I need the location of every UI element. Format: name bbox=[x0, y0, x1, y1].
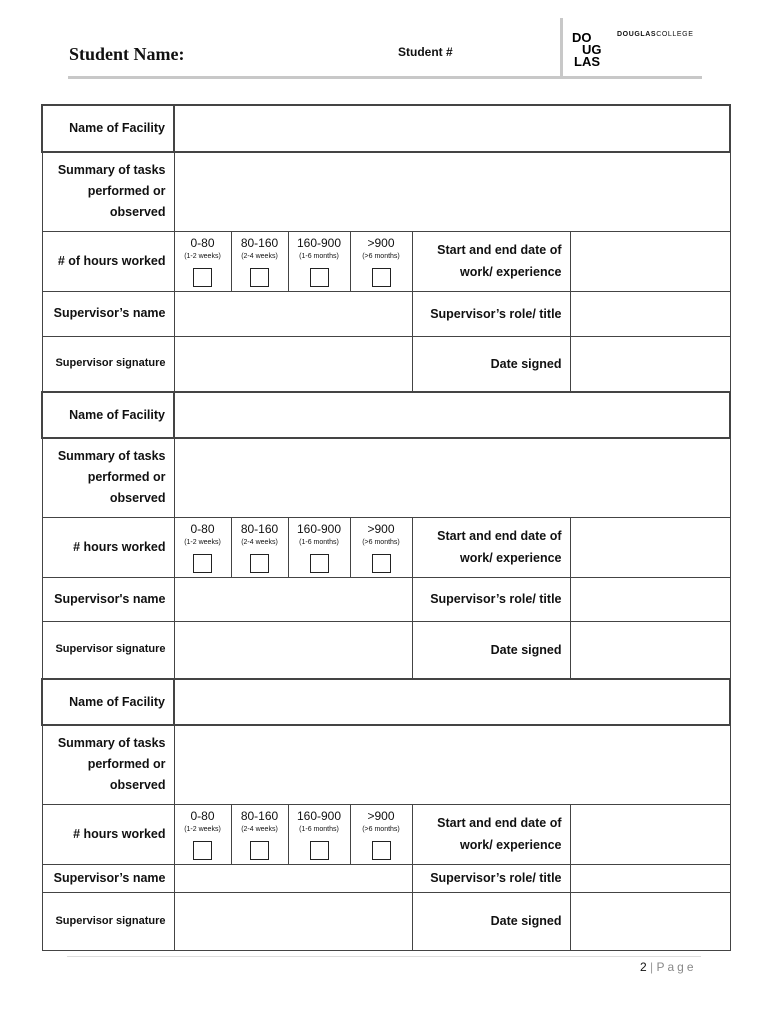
supervisor-role-input[interactable] bbox=[570, 577, 730, 621]
supervisor-signature-label: Supervisor signature bbox=[42, 892, 174, 950]
hours-checkbox[interactable] bbox=[310, 554, 329, 573]
supervisor-role-label: Supervisor’s role/ title bbox=[412, 291, 570, 336]
hours-option bbox=[350, 231, 412, 291]
hours-duration: (2-4 weeks) bbox=[241, 252, 278, 260]
hours-option bbox=[231, 517, 288, 577]
hours-duration: (1-6 months) bbox=[299, 825, 339, 833]
summary-row bbox=[42, 152, 730, 231]
student-number-label: Student # bbox=[398, 45, 453, 59]
hours-checkbox[interactable] bbox=[372, 841, 391, 860]
hours-checkbox[interactable] bbox=[372, 268, 391, 287]
hours-row bbox=[42, 804, 730, 864]
signature-row bbox=[42, 892, 730, 950]
hours-range: >900 bbox=[367, 235, 395, 250]
page-number: 2 bbox=[640, 960, 647, 974]
date-signed-input[interactable] bbox=[570, 621, 730, 679]
hours-range: 0-80 bbox=[190, 808, 215, 823]
hours-duration: (1-2 weeks) bbox=[184, 252, 221, 260]
hours-option bbox=[288, 804, 350, 864]
hours-label: # hours worked bbox=[42, 517, 174, 577]
summary-label: Summary of tasks performed or observed bbox=[42, 438, 174, 517]
facility-input[interactable] bbox=[174, 392, 730, 438]
supervisor-name-label: Supervisor’s name bbox=[42, 864, 174, 892]
summary-row bbox=[42, 725, 730, 804]
hours-option bbox=[231, 231, 288, 291]
facility-label: Name of Facility bbox=[42, 679, 174, 725]
hours-duration: (1-6 months) bbox=[299, 538, 339, 546]
hours-range: 160-900 bbox=[296, 521, 342, 536]
supervisor-signature-input[interactable] bbox=[174, 336, 412, 392]
hours-label: # of hours worked bbox=[42, 231, 174, 291]
supervisor-role-label: Supervisor’s role/ title bbox=[412, 864, 570, 892]
hours-duration: (>6 months) bbox=[362, 538, 400, 546]
summary-input[interactable] bbox=[174, 152, 730, 231]
svg-text:LAS: LAS bbox=[574, 54, 600, 67]
douglas-college-logo bbox=[572, 29, 606, 67]
facility-input[interactable] bbox=[174, 105, 730, 152]
supervisor-row bbox=[42, 864, 730, 892]
hours-range: >900 bbox=[367, 521, 395, 536]
hours-range: 160-900 bbox=[296, 808, 342, 823]
summary-row bbox=[42, 438, 730, 517]
brand-light: COLLEGE bbox=[656, 31, 694, 38]
hours-duration: (1-2 weeks) bbox=[184, 825, 221, 833]
hours-checkbox[interactable] bbox=[193, 554, 212, 573]
facility-row bbox=[42, 392, 730, 438]
hours-checkbox[interactable] bbox=[372, 554, 391, 573]
hours-duration: (>6 months) bbox=[362, 825, 400, 833]
facility-row bbox=[42, 105, 730, 152]
hours-duration: (1-2 weeks) bbox=[184, 538, 221, 546]
hours-option bbox=[174, 517, 231, 577]
supervisor-name-input[interactable] bbox=[174, 577, 412, 621]
hours-checkbox[interactable] bbox=[250, 554, 269, 573]
header-divider-horizontal bbox=[68, 76, 702, 79]
facility-label: Name of Facility bbox=[42, 392, 174, 438]
hours-duration: (>6 months) bbox=[362, 252, 400, 260]
hours-row bbox=[42, 231, 730, 291]
hours-option bbox=[288, 517, 350, 577]
dates-label: Start and end date of work/ experience bbox=[412, 231, 570, 291]
facility-label: Name of Facility bbox=[42, 105, 174, 152]
hours-option bbox=[288, 231, 350, 291]
date-signed-label: Date signed bbox=[412, 892, 570, 950]
signature-row bbox=[42, 336, 730, 392]
hours-checkbox[interactable] bbox=[193, 268, 212, 287]
supervisor-row bbox=[42, 577, 730, 621]
date-signed-label: Date signed bbox=[412, 336, 570, 392]
supervisor-signature-input[interactable] bbox=[174, 892, 412, 950]
supervisor-role-input[interactable] bbox=[570, 864, 730, 892]
brand-bold: DOUGLAS bbox=[617, 31, 657, 38]
hours-range: >900 bbox=[367, 808, 395, 823]
header-divider-vertical bbox=[560, 18, 563, 76]
student-name-label: Student Name: bbox=[69, 44, 185, 64]
hours-range: 160-900 bbox=[296, 235, 342, 250]
hours-range: 80-160 bbox=[240, 235, 279, 250]
hours-checkbox[interactable] bbox=[310, 841, 329, 860]
dates-label: Start and end date of work/ experience bbox=[412, 517, 570, 577]
hours-checkbox[interactable] bbox=[193, 841, 212, 860]
college-brand bbox=[617, 31, 693, 38]
supervisor-name-input[interactable] bbox=[174, 864, 412, 892]
page-number-footer bbox=[640, 960, 697, 974]
hours-option bbox=[350, 517, 412, 577]
date-signed-input[interactable] bbox=[570, 336, 730, 392]
summary-label: Summary of tasks performed or observed bbox=[42, 152, 174, 231]
hours-checkbox[interactable] bbox=[250, 268, 269, 287]
hours-duration: (2-4 weeks) bbox=[241, 538, 278, 546]
summary-label: Summary of tasks performed or observed bbox=[42, 725, 174, 804]
supervisor-name-label: Supervisor’s name bbox=[42, 291, 174, 336]
hours-option bbox=[174, 231, 231, 291]
hours-label: # hours worked bbox=[42, 804, 174, 864]
hours-range: 80-160 bbox=[240, 521, 279, 536]
dates-input[interactable] bbox=[570, 517, 730, 577]
supervisor-role-label: Supervisor’s role/ title bbox=[412, 577, 570, 621]
hours-option bbox=[174, 804, 231, 864]
hours-row bbox=[42, 517, 730, 577]
hours-option bbox=[350, 804, 412, 864]
hours-range: 80-160 bbox=[240, 808, 279, 823]
hours-range: 0-80 bbox=[190, 521, 215, 536]
supervisor-role-input[interactable] bbox=[570, 291, 730, 336]
signature-row bbox=[42, 621, 730, 679]
summary-input[interactable] bbox=[174, 725, 730, 804]
page-separator: | bbox=[650, 960, 654, 974]
footer-rule bbox=[67, 956, 701, 957]
date-signed-input[interactable] bbox=[570, 892, 730, 950]
hours-duration: (2-4 weeks) bbox=[241, 825, 278, 833]
hours-checkbox[interactable] bbox=[250, 841, 269, 860]
facility-input[interactable] bbox=[174, 679, 730, 725]
hours-range: 0-80 bbox=[190, 235, 215, 250]
supervisor-name-input[interactable] bbox=[174, 291, 412, 336]
supervisor-row bbox=[42, 291, 730, 336]
hours-duration: (1-6 months) bbox=[299, 252, 339, 260]
date-signed-label: Date signed bbox=[412, 621, 570, 679]
supervisor-name-label: Supervisor's name bbox=[42, 577, 174, 621]
svg-text:DO: DO bbox=[572, 30, 592, 45]
facility-row bbox=[42, 679, 730, 725]
supervisor-signature-label: Supervisor signature bbox=[42, 621, 174, 679]
summary-input[interactable] bbox=[174, 438, 730, 517]
experience-form-table bbox=[41, 104, 731, 951]
supervisor-signature-input[interactable] bbox=[174, 621, 412, 679]
svg-text:UG: UG bbox=[582, 42, 602, 57]
hours-option bbox=[231, 804, 288, 864]
dates-input[interactable] bbox=[570, 804, 730, 864]
dates-input[interactable] bbox=[570, 231, 730, 291]
page-word: Page bbox=[656, 960, 697, 974]
hours-checkbox[interactable] bbox=[310, 268, 329, 287]
dates-label: Start and end date of work/ experience bbox=[412, 804, 570, 864]
supervisor-signature-label: Supervisor signature bbox=[42, 336, 174, 392]
